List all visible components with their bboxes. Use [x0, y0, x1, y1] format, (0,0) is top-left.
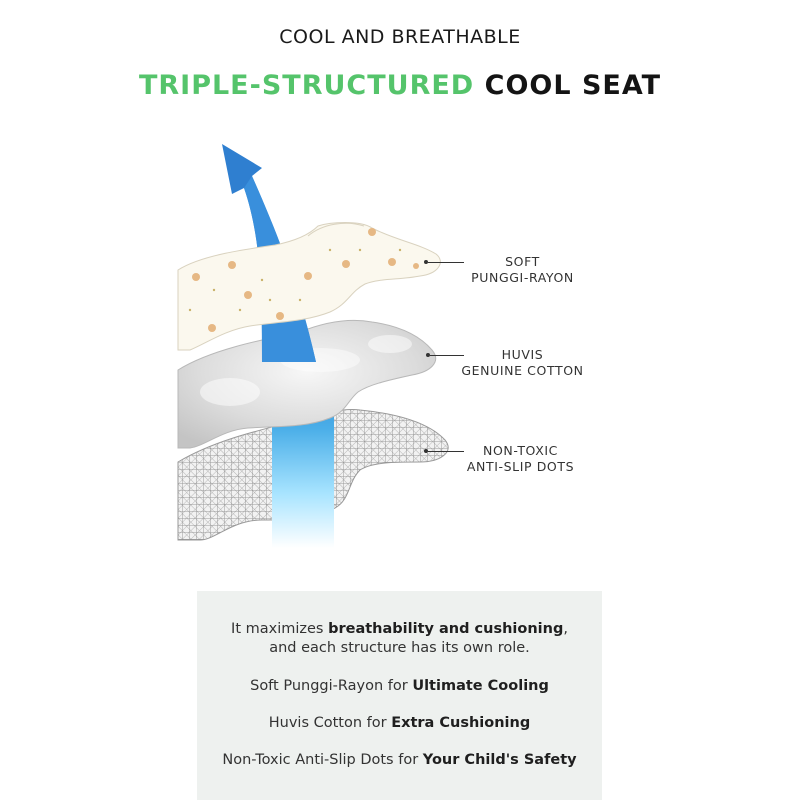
label-cotton [455, 347, 590, 379]
info-box [197, 591, 602, 800]
info-line-4-bold: Extra Cushioning [391, 715, 531, 731]
label-dots [458, 443, 583, 475]
info-line-1-prefix: It maximizes [231, 621, 329, 637]
label-rayon-line1: SOFT [505, 254, 540, 269]
label-rayon [460, 254, 585, 286]
label-cotton-line2: GENUINE COTTON [461, 363, 584, 378]
title-rest: COOL SEAT [484, 70, 662, 101]
label-rayon-line2: PUNGGI-RAYON [471, 270, 574, 285]
info-line-1-suffix: , [563, 621, 568, 637]
info-line-3-bold: Ultimate Cooling [412, 678, 549, 694]
label-dots-line1: NON-TOXIC [483, 443, 558, 458]
info-line-1-bold: breathability and cushioning [328, 621, 564, 637]
pointer-line-rayon [428, 262, 464, 263]
info-line-4 [197, 715, 602, 731]
info-line-4-prefix: Huvis Cotton for [268, 715, 392, 731]
label-cotton-line1: HUVIS [501, 347, 544, 362]
info-line-3-prefix: Soft Punggi-Rayon for [250, 678, 413, 694]
info-line-2: and each structure has its own role. [269, 640, 530, 656]
label-dots-line2: ANTI-SLIP DOTS [466, 459, 575, 474]
info-line-3 [197, 678, 602, 694]
kicker-title: COOL AND BREATHABLE [279, 26, 521, 48]
info-line-5-bold: Your Child's Safety [422, 752, 577, 768]
info-line-5 [197, 752, 602, 768]
info-line-1 [197, 621, 602, 637]
info-line-5-prefix: Non-Toxic Anti-Slip Dots for [222, 752, 423, 768]
title-highlight: TRIPLE-STRUCTURED [138, 70, 475, 101]
